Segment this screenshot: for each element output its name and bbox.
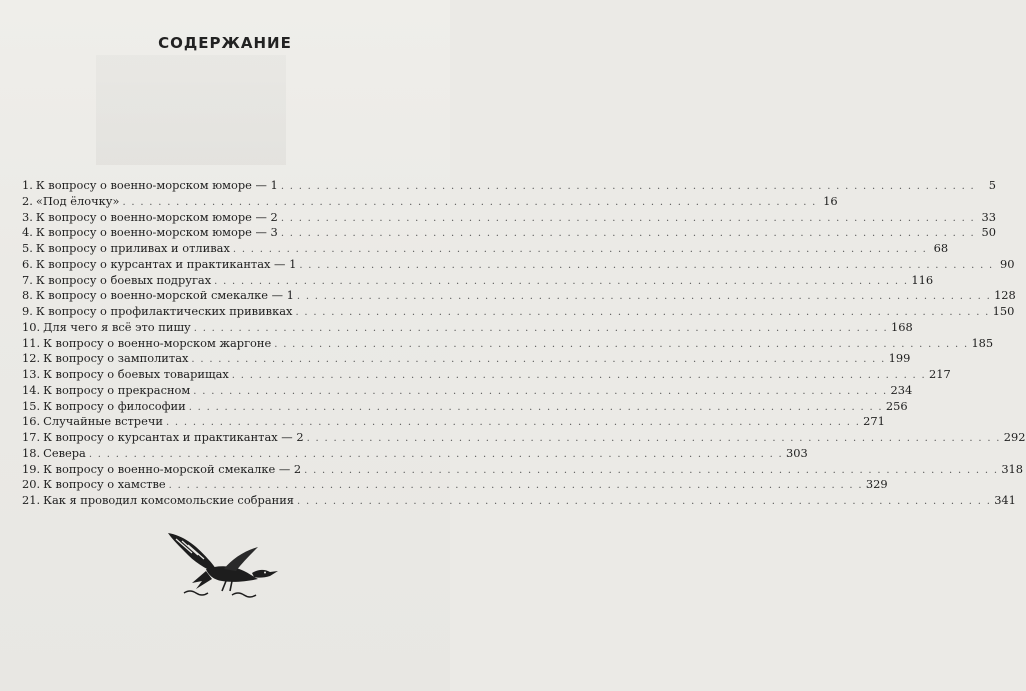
toc-entry-title: Севера [43,445,86,460]
toc-entry-title: Как я проводил комсомольские собрания [43,493,294,507]
toc-entry-page-number: 256 [885,398,908,413]
toc-dot-leader [169,478,863,494]
toc-dot-leader [297,494,991,510]
toc-entry-page-number: 33 [981,209,997,224]
toc-entry-title: К вопросу о военно-морской смекалке — 2 [43,461,302,476]
toc-entry-number: 9. [22,304,33,318]
toc-entry-page-number: 5 [988,178,997,192]
toc-dot-leader [304,463,998,479]
toc-entry [22,493,1016,509]
toc-entry [22,304,1015,320]
toc-dot-leader [297,289,991,305]
toc-entry-number: 5. [22,241,33,255]
toc-entry [22,414,885,430]
toc-entry-page-number: 341 [994,493,1016,507]
toc-entry-page-number: 292 [1003,430,1026,444]
toc-entry [22,256,1015,273]
toc-dot-leader [307,431,1001,447]
toc-entry-page-number: 329 [865,477,888,492]
toc-entry-page-number: 199 [888,351,911,366]
toc-dot-leader [233,242,927,258]
toc-entry-number: 12. [22,351,41,366]
toc-entry-title: К вопросу о профилактических прививках [35,304,293,318]
toc-entry [22,272,934,289]
toc-entry-title: К вопросу о военно-морском юморе — 1 [35,178,278,192]
toc-dot-leader [299,258,993,274]
toc-entry-page-number: 318 [1001,461,1024,476]
toc-entry [22,193,838,210]
toc-entry-title: К вопросу о хамстве [43,477,166,492]
toc-dot-leader [89,447,783,463]
toc-entry [22,335,994,352]
toc-entry-number: 6. [22,256,33,271]
toc-entry [22,178,997,194]
toc-dot-leader [214,274,908,290]
toc-entry [22,225,997,241]
toc-entry [22,319,913,336]
toc-entry-title: К вопросу о прекрасном [43,382,191,397]
toc-entry-page-number: 50 [981,225,997,240]
toc-entry-title: К вопросу о курсантах и практикантах — 2 [43,430,304,444]
toc-dot-leader [232,368,926,384]
toc-entry-number: 21. [22,493,41,507]
toc-entry-title: К вопросу о военно-морской смекалке — 1 [35,288,294,303]
toc-dot-leader [281,211,975,227]
toc-entry-number: 2. [22,193,33,208]
toc-entry-page-number: 185 [971,335,994,350]
toc-entry-number: 17. [22,430,41,444]
toc-dot-leader [194,321,888,337]
toc-entry-page-number: 90 [1000,256,1015,271]
toc-dot-leader [281,226,975,242]
toc-dot-leader [193,384,887,400]
toc-entry-number: 8. [22,288,33,303]
toc-entry [22,477,888,493]
toc-entry-number: 19. [22,461,41,476]
toc-entry-number: 14. [22,382,41,397]
toc-entry-title: К вопросу о философии [43,398,186,413]
bleed-through-shadow [96,55,286,165]
toc-entry-number: 13. [22,367,41,381]
toc-entry-title: К вопросу о боевых подругах [35,272,212,287]
toc-entry [22,398,908,415]
toc-entry-page-number: 217 [929,367,951,381]
toc-entry-title: К вопросу о военно-морском юморе — 2 [35,209,278,224]
toc-entry [22,209,997,226]
toc-dot-leader [166,415,860,431]
seagull-emblem-icon [162,525,282,600]
toc-entry [22,367,951,383]
toc-entry [22,351,911,367]
page-title: СОДЕРЖАНИЕ [158,34,292,52]
toc-entry-page-number: 234 [890,382,913,397]
toc-entry-number: 20. [22,477,41,492]
toc-entry-title: К вопросу о военно-морском юморе — 3 [35,225,278,240]
toc-entry-number: 18. [22,445,41,460]
toc-entry-page-number: 168 [890,319,913,334]
toc-entry-number: 4. [22,225,33,240]
toc-entry-title: К вопросу о замполитах [43,351,189,366]
toc-entry-number: 11. [22,335,41,350]
toc-dot-leader [189,400,883,416]
toc-entry-title: К вопросу о приливах и отливах [35,241,230,255]
toc-entry [22,288,1016,304]
toc-entry-page-number: 68 [933,241,949,255]
toc-entry-page-number: 116 [911,272,934,287]
toc-entry-title: К вопросу о боевых товарищах [43,367,229,381]
toc-entry-number: 15. [22,398,41,413]
toc-entry [22,461,1024,478]
table-of-contents [22,178,1026,509]
toc-entry-number: 3. [22,209,33,224]
toc-entry-page-number: 271 [863,414,885,429]
toc-dot-leader [281,179,975,195]
toc-entry-page-number: 150 [992,304,1015,318]
toc-entry [22,382,913,399]
toc-dot-leader [191,352,885,368]
toc-entry-number: 7. [22,272,33,287]
toc-entry-page-number: 16 [823,193,838,208]
toc-entry-title: К вопросу о курсантах и практикантах — 1 [35,256,297,271]
toc-entry [22,445,808,462]
toc-entry-title: «Под ёлочку» [35,193,120,208]
toc-dot-leader [274,337,968,353]
toc-entry-title: К вопросу о военно-морском жаргоне [43,335,272,350]
toc-entry-page-number: 303 [786,445,808,460]
toc-entry-title: Случайные встречи [43,414,163,429]
toc-entry [22,241,949,257]
toc-entry-page-number: 128 [994,288,1016,303]
toc-entry-number: 1. [22,178,33,192]
toc-dot-leader [122,195,816,211]
toc-entry-number: 16. [22,414,41,429]
toc-entry [22,430,1026,446]
toc-dot-leader [295,305,989,321]
toc-entry-number: 10. [22,319,41,334]
toc-entry-title: Для чего я всё это пишу [43,319,191,334]
